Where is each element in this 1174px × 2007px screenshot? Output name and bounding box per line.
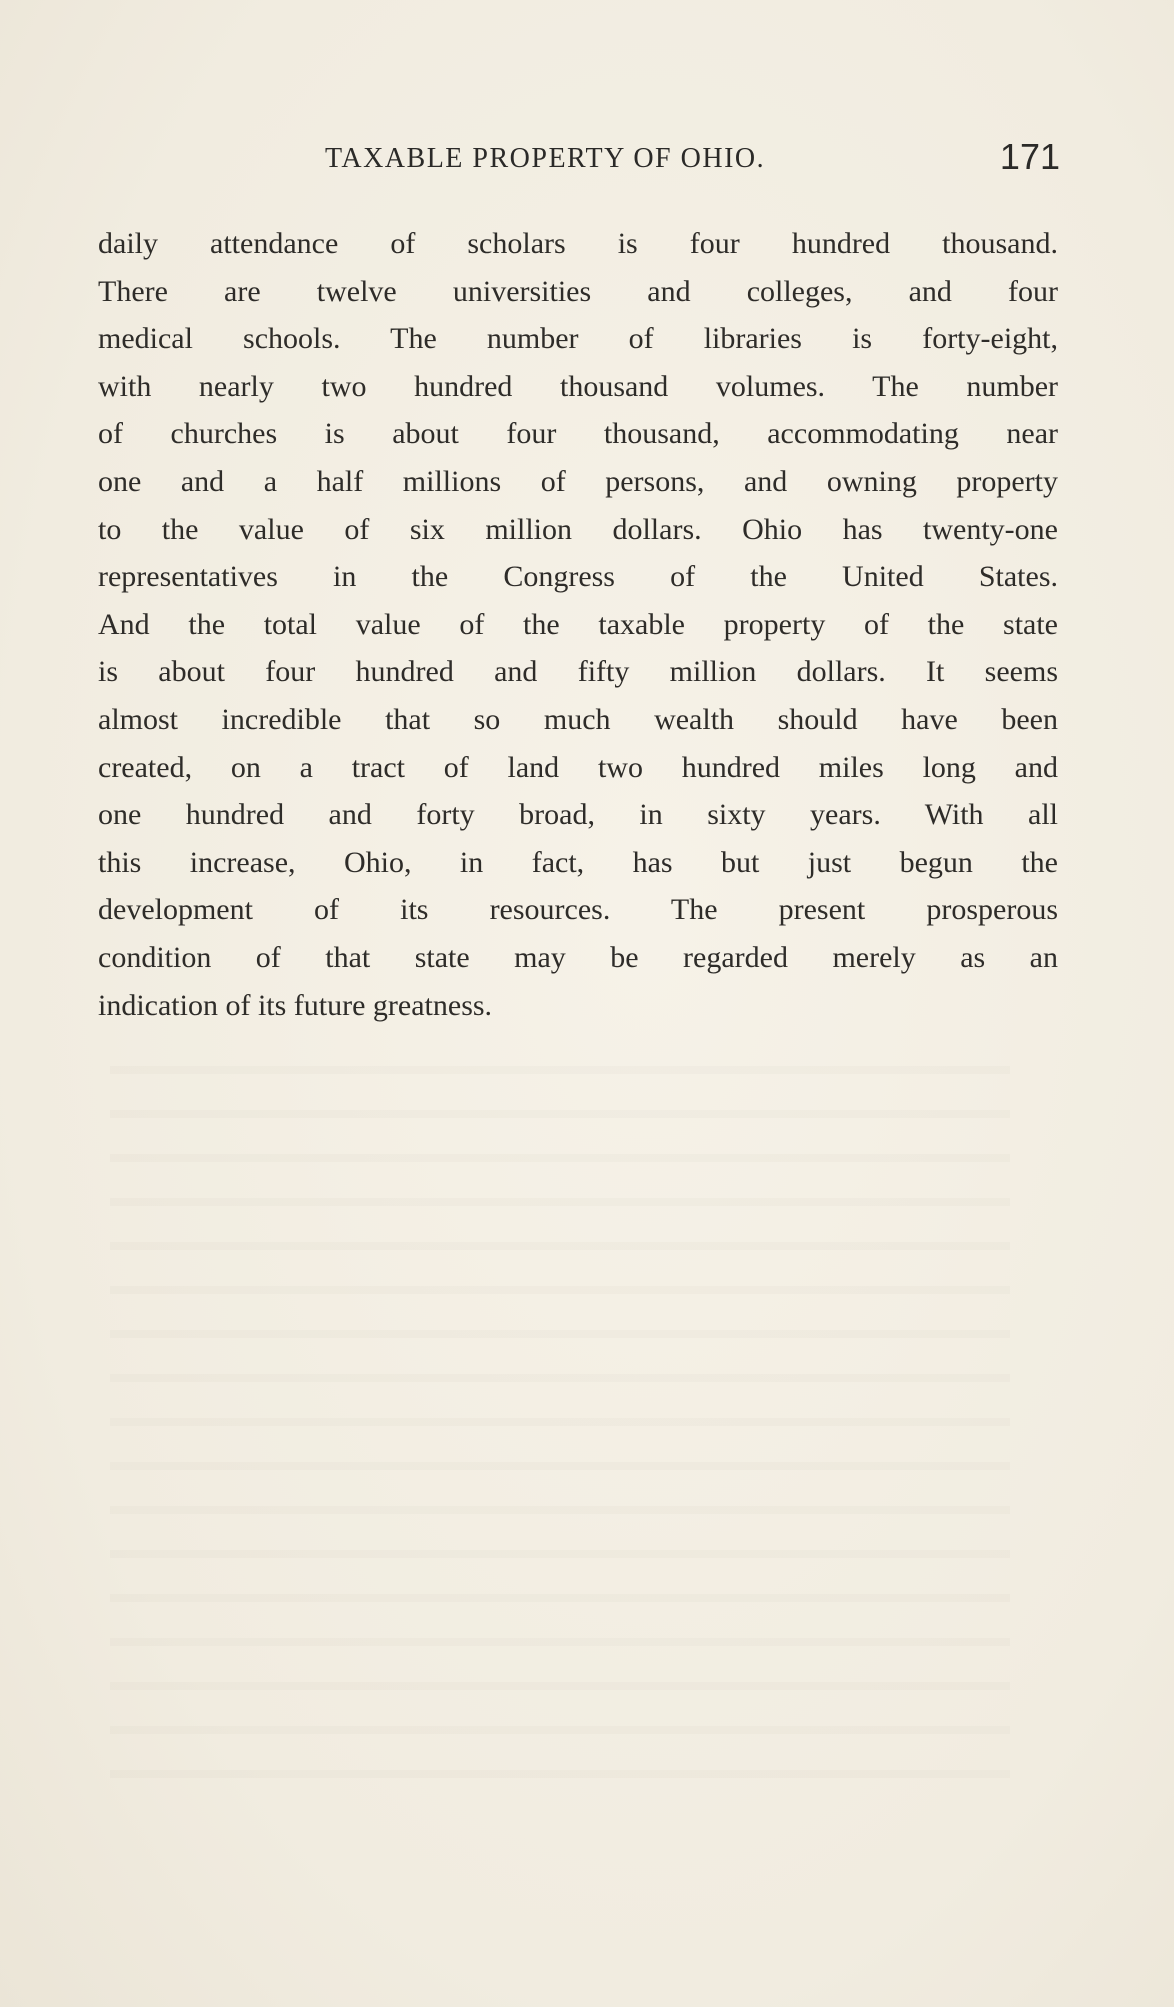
- text-line: with nearly two hundred thousand volumes. The number: [98, 369, 1058, 403]
- text-line: of churches is about four thousand, accommodating near: [98, 417, 1058, 451]
- show-through-texture: [110, 1030, 1010, 1810]
- text-line: almost incredible that so much wealth should have been: [98, 702, 1058, 736]
- text-line: is about four hundred and fifty million dollars. It seems: [98, 655, 1058, 689]
- text-line: representatives in the Congress of the United States.: [98, 560, 1058, 594]
- running-title: TAXABLE PROPERTY OF OHIO.: [325, 143, 766, 174]
- text-line: development of its resources. The present prosperous: [98, 893, 1058, 927]
- text-line: one and a half millions of persons, and owning property: [98, 464, 1058, 498]
- text-line: created, on a tract of land two hundred miles long and: [98, 750, 1058, 784]
- text-line: medical schools. The number of libraries is forty-eight,: [98, 322, 1058, 356]
- text-line: one hundred and forty broad, in sixty years. With all: [98, 798, 1058, 832]
- text-line: this increase, Ohio, in fact, has but just begun the: [98, 845, 1058, 879]
- text-line: daily attendance of scholars is four hundred thousand.: [98, 227, 1058, 260]
- body-paragraph: [98, 220, 1058, 1029]
- page-number: 171: [999, 136, 1060, 177]
- text-line: There are twelve universities and colleges, and four: [98, 274, 1058, 308]
- text-line: condition of that state may be regarded merely as an: [98, 940, 1058, 974]
- text-line: indication of its future greatness.: [98, 988, 493, 1022]
- text-line: And the total value of the taxable property of the state: [98, 607, 1058, 641]
- running-head: [98, 137, 1060, 181]
- text-line: to the value of six million dollars. Ohio has twenty-one: [98, 512, 1058, 546]
